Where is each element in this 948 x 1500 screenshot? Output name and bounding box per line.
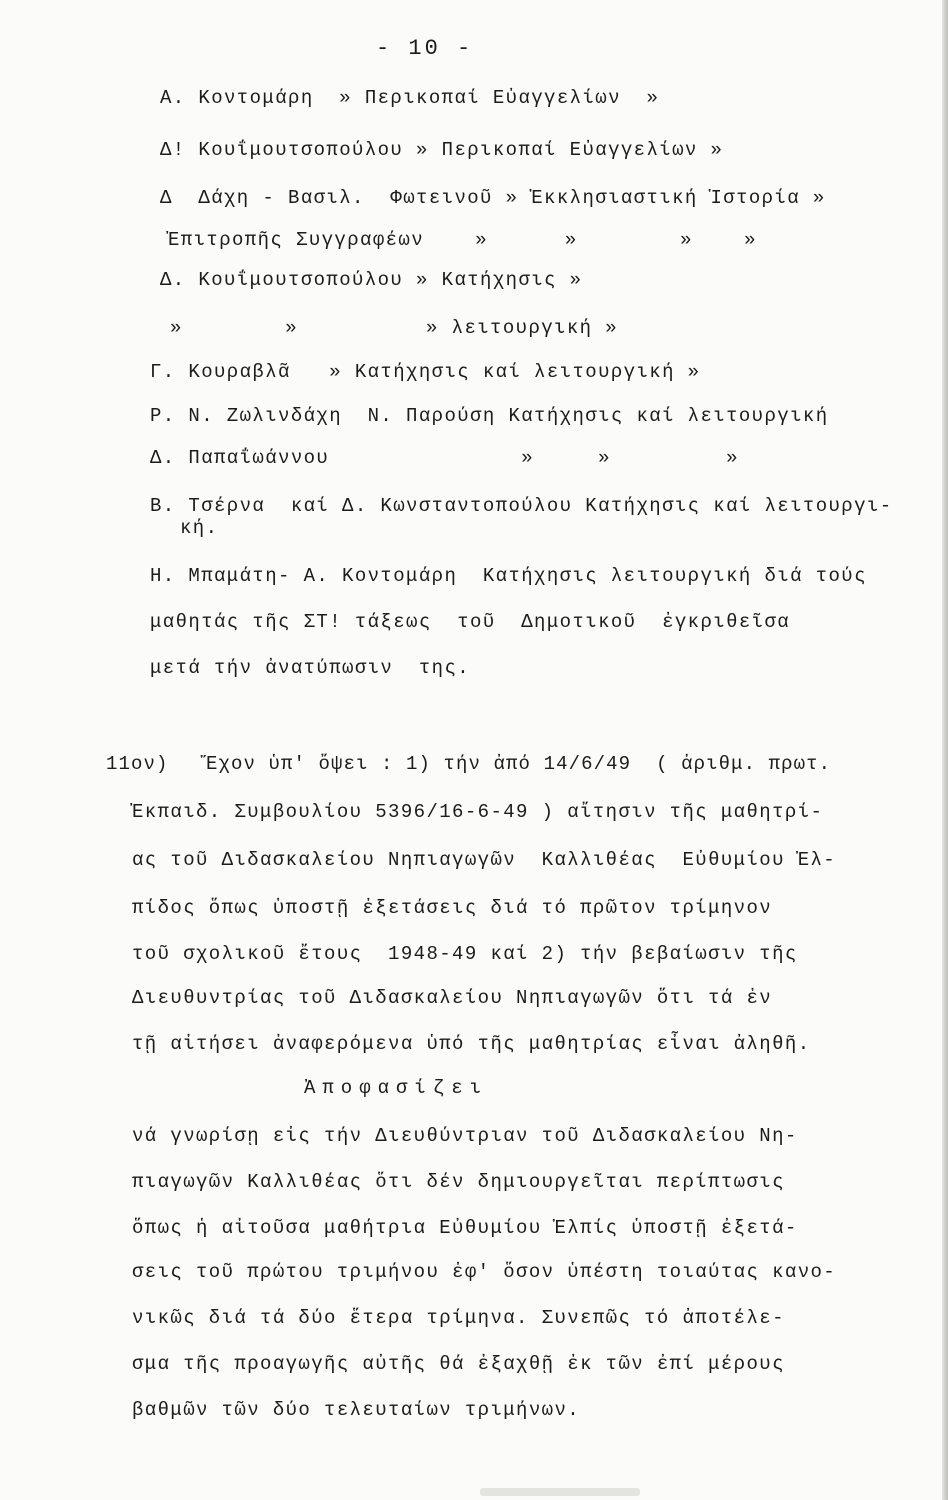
page-edge-shadow bbox=[942, 0, 948, 1500]
item-11-line: πίδος ὅπως ὑποστῇ ἐξετάσεις διά τό πρῶτον τρίμηνον bbox=[132, 897, 773, 919]
decision-heading: Ἀποφασίζει bbox=[304, 1077, 489, 1099]
decision-line: νά γνωρίσῃ εἰς τήν Διευθύντριαν τοῦ Διδασκαλείου Νη- bbox=[132, 1125, 798, 1147]
decision-line: σμα τῆς προαγωγῆς αὐτῆς θά ἐξαχθῇ ἐκ τῶν ἐπί μέρους bbox=[132, 1353, 785, 1375]
decision-line: ὅπως ἡ αἰτοῦσα μαθήτρια Εὐθυμίου Ἐλπίς ὑποστῇ ἐξετά- bbox=[132, 1217, 798, 1239]
item-11-line: τοῦ σχολικοῦ ἔτους 1948-49 καί 2) τήν βεβαίωσιν τῆς bbox=[132, 943, 798, 965]
item-11-line: ας τοῦ Διδασκαλείου Νηπιαγωγῶν Καλλιθέας Εὐθυμίου Ἐλ- bbox=[132, 849, 837, 871]
book-entry: Δ Δάχη - Βασιλ. Φωτεινοῦ » Ἐκκλησιαστική Ἱστορία » bbox=[160, 187, 826, 209]
book-entry: Α. Κοντομάρη » Περικοπαί Εὐαγγελίων » bbox=[160, 87, 660, 109]
book-entry: μαθητάς τῆς ΣΤ! τάξεως τοῦ Δημοτικοῦ ἐγκριθεῖσα bbox=[150, 611, 791, 633]
book-entry: Ἐπιτροπῆς Συγγραφέων » » » » bbox=[168, 229, 757, 251]
book-entry: Γ. Κουραβλᾶ » Κατήχησις καί λειτουργική » bbox=[150, 361, 701, 383]
item-11-line: Ἐκπαιδ. Συμβουλίου 5396/16-6-49 ) αἴτησιν τῆς μαθητρί- bbox=[132, 801, 824, 823]
book-entry: μετά τήν ἀνατύπωσιν της. bbox=[150, 657, 471, 679]
book-entry: Δ. Παπαΐωάννου » » » bbox=[150, 447, 739, 469]
bottom-smudge bbox=[480, 1488, 640, 1496]
book-entry: Ρ. Ν. Ζωλινδάχη Ν. Παρούση Κατήχησις καί λειτουργική bbox=[150, 405, 829, 427]
book-entry: » » » λειτουργική » bbox=[170, 317, 619, 339]
page-number: - 10 - bbox=[376, 36, 474, 61]
book-entry: Δ. Κουΐμουτσοπούλου » Κατήχησις » bbox=[160, 269, 583, 291]
decision-line: νικῶς διά τά δύο ἕτερα τρίμηνα. Συνεπῶς τό ἀποτέλε- bbox=[132, 1307, 785, 1329]
item-11-line: Διευθυντρίας τοῦ Διδασκαλείου Νηπιαγωγῶν ὅτι τά ἐν bbox=[132, 987, 773, 1009]
decision-line: βαθμῶν τῶν δύο τελευταίων τριμήνων. bbox=[132, 1399, 581, 1421]
book-entry: Β. Τσέρνα καί Δ. Κωνσταντοπούλου Κατήχησις καί λειτουργι- bbox=[150, 495, 893, 517]
decision-line: πιαγωγῶν Καλλιθέας ὅτι δέν δημιουργεῖται περίπτωσις bbox=[132, 1171, 785, 1193]
item-11-line: 11ον) Ἔχον ὑπ' ὄψει : 1) τήν ἀπό 14/6/49 ( ἀριθμ. πρωτ. bbox=[106, 753, 832, 775]
book-entry: Δ! Κουΐμουτσοπούλου » Περικοπαί Εὐαγγελίων » bbox=[160, 139, 724, 161]
item-11-line: τῇ αἰτήσει ἀναφερόμενα ὑπό τῆς μαθητρίας εἶναι ἀληθῆ. bbox=[132, 1033, 811, 1055]
book-entry: κή. bbox=[180, 517, 219, 539]
decision-line: σεις τοῦ πρώτου τριμήνου ἐφ' ὅσον ὑπέστη τοιαύτας κανο- bbox=[132, 1261, 837, 1283]
book-entry: Η. Μπαμάτη- Α. Κοντομάρη Κατήχησις λειτουργική διά τούς bbox=[150, 565, 867, 587]
